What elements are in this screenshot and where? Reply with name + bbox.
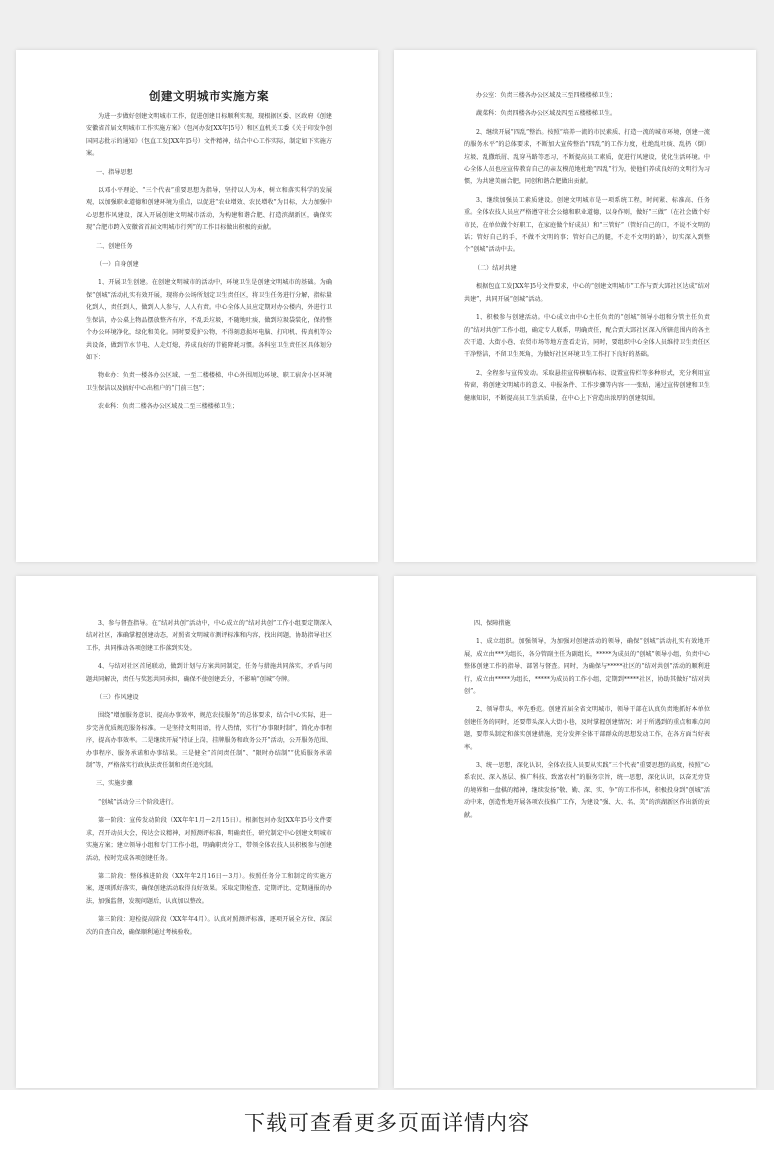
subsection-heading: （二）结对共建 bbox=[474, 264, 517, 272]
intro-paragraph: 为进一步做好创建文明城市工作，促进创建目标顺利实现，现根据区委、区政府《创建安徽省首届文明城市工作实施方案》（包河办发[XX年]5号）和区直机关工委《关于印发争创国同志批示的通知》（包直工发[XX年]5号）文件精神，结合中心工作实际，制定如下实施方案。 bbox=[86, 113, 332, 158]
paragraph: 根据包直工发[XX年]5号文件要求，中心的“创建文明城市”工作与贾大郢社区达成“结对共建”，共同开展“创城”活动。 bbox=[464, 283, 710, 303]
paragraph: 4、与结对社区首尾联动，做到计划与方案共同制定，任务与措施共同落实，矛盾与问题共同解决，责任与奖惩共同承担，确保不使创建丢分，不影响“创城”夺牌。 bbox=[86, 663, 332, 683]
document-page-4 bbox=[394, 576, 756, 1088]
paragraph: 办公室：负责三楼各办公区域及三至四楼楼梯卫生； bbox=[476, 92, 617, 99]
paragraph: 3、继续加强员工素质建设。创建文明城市是一项系统工程，时间紧、标准高、任务重。全体农技人员应严格遵守社会公德和职业道德，以身作则，做好“三做”（在社会做个好市民，在单位做个好职工，在家庭做个好成员）和“三管好”（管好自己的口，不说不文明的话；管好自己的手，不做不文明的事；管好自己的腿，不走不文明的路），切实深入到整个“创城”活动中去。 bbox=[464, 196, 710, 254]
document-title: 创建文明城市实施方案 bbox=[149, 89, 269, 103]
paragraph: 3、参与督查指导。在“结对共创”活动中，中心成立的“结对共创”工作小组要定期深入结对社区，准确掌握创建动态，对照省文明城市测评标准和内容，找出问题，协助指导社区工作，共同推动各项创建工作落到实处。 bbox=[86, 620, 332, 652]
section-heading: 三、实施步骤 bbox=[96, 780, 133, 788]
paragraph: 1、积极参与创建活动。中心成立由中心主任负责的“创城”领导小组和分管主任负责的“结对共创”工作小组，确定专人联系，明确责任，配合贾大郢社区深入所辖范围内的各主次干道、大街小巷、农贸市场等地方查看走访，同时，要组织中心全体人员维持卫生责任区干净整洁，不留卫生死角，为做好社区环境卫生工作打下良好的基础。 bbox=[464, 314, 710, 359]
paragraph: “创城”活动分三个阶段进行。 bbox=[98, 798, 178, 806]
document-page-2 bbox=[394, 50, 756, 562]
paragraph: 以邓小平理论、“三个代表”重要思想为指导，坚持以人为本，树立和落实科学的发展观，以加强职业道德和创建环境为重点，以促进“农业增效、农民增收”为目标，大力加强中心思想作风建设，深入开展创建文明城市活动，为构建和谐合肥、打造滨湖新区，确保实现“合肥市跨入安徽省首届文明城市行列”的工作目标做出积极的贡献。 bbox=[86, 187, 332, 232]
document-page-1 bbox=[16, 50, 378, 562]
page-3-content bbox=[86, 618, 332, 945]
document-page-3 bbox=[16, 576, 378, 1088]
paragraph: 蔬菜科：负责四楼各办公区域及四至五楼楼梯卫生。 bbox=[476, 110, 617, 118]
paragraph: 2、领导带头，率先垂范。创建首届全省文明城市，领导干部在认真负责地抓好本单位创建任务的同时，还要带头深入大街小巷，及时掌握创建情况；对于所遇到的重点和难点问题，要带头制定和落实创建措施，充分发挥全体干部群众的思想发动工作，在各方面当好表率。 bbox=[464, 706, 710, 751]
paragraph: 第三阶段：迎检提高阶段（XX年年4月）。认真对照测评标准，逐项开展全方位、深层次的自查自改，确保顺利通过考核验收。 bbox=[86, 916, 332, 936]
paragraph: 2、全程参与宣传发动。采取悬挂宣传横幅布标、设置宣传栏等多种形式，充分利用宣传窗，将创建文明城市的意义、申报条件、工作步骤等内容一一张贴，通过宣传创建和卫生健康知识，不断提高员工生活质量，在中心上下营造出浓厚的创建氛围。 bbox=[464, 369, 710, 402]
paragraph: 第二阶段：整体推进阶段（XX年年2月16日～3月）。按照任务分工和制定的实施方案，逐项抓好落实，确保创建活动取得良好效果。采取定期检查、定期评比、定期通报的办法，加强监督，发现问题后，认真加以整改。 bbox=[86, 872, 332, 905]
paragraph: 1、开展卫生创建。在创建文明城市的活动中，环境卫生是创建文明城市的基础。为确保“创城”活动扎实有效开展，现将办公场所划定卫生责任区，将卫生任务进行分解，指标量化到人，责任到人，做到人人参与，人人有责。中心全体人员应定期对办公楼内，外进行卫生保洁，办公桌上物品摆放整齐有序，不乱丢垃圾，不随地吐痰，做到垃圾袋装化，保持整个办公环境净化，绿化和美化。同时要爱护公物，不得刻意损坏电脑、打印机、传真机等公共设备，做到节水节电、人走灯熄，养成良好的节能降耗习惯。各科室卫生责任区具体划分如下： bbox=[86, 279, 332, 361]
section-heading: 二、创建任务 bbox=[96, 242, 133, 250]
paragraph: 2、继续开展“四乱”整治。按照“培养一流的市民素质、打造一流的城市环境，创建一流的服务水平”的总体要求，不断加大宣传整治“四乱”的工作力度，杜绝乱吐痰、乱扔（倒）垃圾、乱撒纸屑、乱穿马路等恶习，不断提高员工素质，促进行风建设，优化生活环境。中心全体人员也应宣传教育自己的亲友模范地杜绝“四乱”行为，使他们养成良好的文明行为习惯，为共建美丽合肥，同创和谐合肥做出贡献。 bbox=[464, 128, 710, 186]
paragraph: 农业科：负责二楼各办公区域及二至三楼楼梯卫生； bbox=[98, 403, 239, 411]
subsection-heading: （三）作风建设 bbox=[96, 694, 139, 702]
section-heading: 一、指导思想 bbox=[96, 168, 133, 176]
paragraph: 物业办：负责一楼各办公区域、一至二楼楼梯、中心外围周边环境、职工宿舍小区环境卫生保洁以及搞好中心出租户的“门前三包”； bbox=[86, 372, 332, 392]
page-1-content bbox=[86, 88, 332, 420]
page-4-content bbox=[464, 618, 710, 828]
download-more-pages-text[interactable]: 下载可查看更多页面详情内容 bbox=[244, 1111, 530, 1135]
paragraph: 3、统一思想，深化认识，全体农技人员要从实践“三个代表”重要思想的高度，按照“心系农民、深入基层、推广科技、致富农村”的服务宗旨，统一思想，深化认识，以奋无旁贷的境界和一盘棋的精神，继续发扬“敬、勤、深、实、争”的工作作风，积极投身到“创城”活动中来，创造性地开展各项农技推广工作，为建设“强、大、名、美”的滨湖新区作出新的贡献。 bbox=[464, 762, 710, 819]
page-2-content bbox=[464, 90, 710, 411]
section-heading: 四、保障措施 bbox=[474, 620, 511, 627]
subsection-heading: （一）自身创建 bbox=[96, 261, 139, 269]
paragraph: 1、成立组织。加强领导，为加强对创建活动的领导，确保“创城”活动扎实有效地开展，成立由***为组长，各分管副主任为副组长，*****为成员的“创城”领导小组，负责中心整体创建工作的指导、部署与督查。同时，为确保与*****社区的“结对共创”活动的顺利进行，成立由*****为组长，*****为成员的工作小组，定期到*****社区，协助其做好“结对共创”。 bbox=[464, 638, 710, 696]
paragraph: 第一阶段：宣传发动阶段（XX年年1月～2月15日）。根据包河办发[XX年]5号文件要求，召开动员大会，传达会议精神，对照测评标准，明确责任，研究制定中心创建文明城市实施方案；建立领导小组和专门工作小组，明确职责分工，带领全体农技人员积极参与创建活动，按时完成各项创建任务。 bbox=[86, 817, 332, 862]
paragraph: 围绕“增加服务意识、提高办事效率，规范农技服务”的总体要求，结合中心实际，进一步完善优质规范服务标准。一是坚持文明用语，待人热情，实行“办事限时制”，简化办事程序，提高办事效率。二是继续开展“持证上岗，挂牌服务和政务公开”活动，公开服务范围、办事程序、服务承诺和办事结果。三是健全“首问责任制”、“限时办结制”“优质服务承诺制”等，严格落实行政执法责任制和责任追究制。 bbox=[86, 712, 332, 770]
